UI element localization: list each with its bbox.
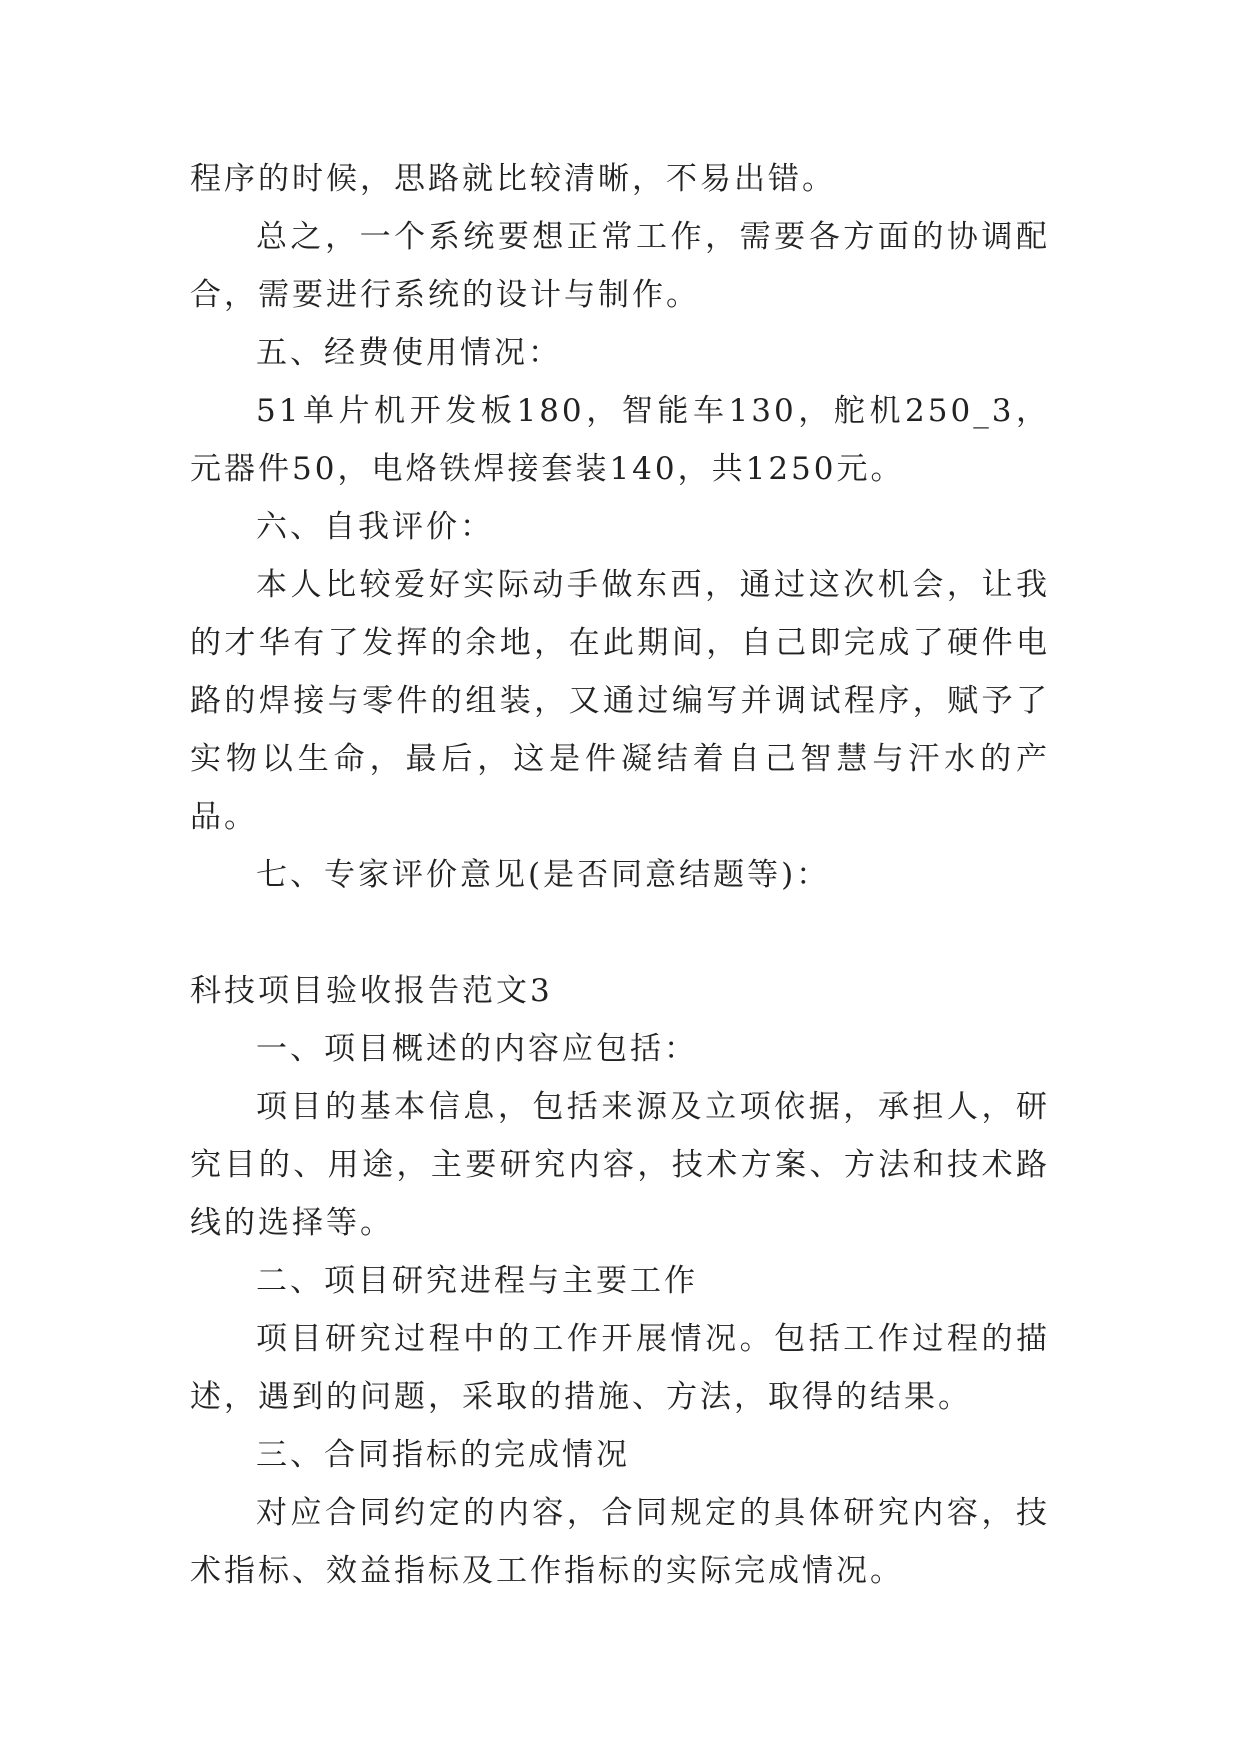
paragraph-research-progress: 项目研究过程中的工作开展情况。包括工作过程的描述，遇到的问题，采取的措施、方法，取得的结果。 — [190, 1321, 1050, 1415]
paragraph-continuation: 程序的时候，思路就比较清晰，不易出错。 — [190, 161, 836, 197]
heading-contract-indicators: 三、合同指标的完成情况 — [256, 1437, 630, 1473]
heading-self-evaluation: 六、自我评价： — [256, 509, 494, 545]
heading-expert-opinion: 七、专家评价意见(是否同意结题等)： — [256, 857, 831, 893]
paragraph-self-evaluation: 本人比较爱好实际动手做东西，通过这次机会，让我的才华有了发挥的余地，在此期间，自己即完成了硬件电路的焊接与零件的组装，又通过编写并调试程序，赋予了实物以生命，最后，这是件凝结着自己智慧与汗水的产品。 — [190, 567, 1050, 835]
document-body — [190, 150, 1050, 1600]
paragraph-funding: 51单片机开发板180，智能车130，舵机250_3，元器件50，电烙铁焊接套装140，共1250元。 — [190, 393, 1050, 487]
paragraph-summary: 总之，一个系统要想正常工作，需要各方面的协调配合，需要进行系统的设计与制作。 — [190, 219, 1050, 313]
paragraph-project-overview: 项目的基本信息，包括来源及立项依据，承担人，研究目的、用途，主要研究内容，技术方案、方法和技术路线的选择等。 — [190, 1089, 1050, 1241]
section-title: 科技项目验收报告范文3 — [190, 973, 553, 1009]
paragraph-contract-indicators: 对应合同约定的内容，合同规定的具体研究内容，技术指标、效益指标及工作指标的实际完成情况。 — [190, 1495, 1050, 1589]
heading-research-progress: 二、项目研究进程与主要工作 — [256, 1263, 698, 1299]
heading-project-overview: 一、项目概述的内容应包括： — [256, 1031, 698, 1067]
section-spacer — [190, 904, 1050, 962]
heading-funding: 五、经费使用情况： — [256, 335, 562, 371]
